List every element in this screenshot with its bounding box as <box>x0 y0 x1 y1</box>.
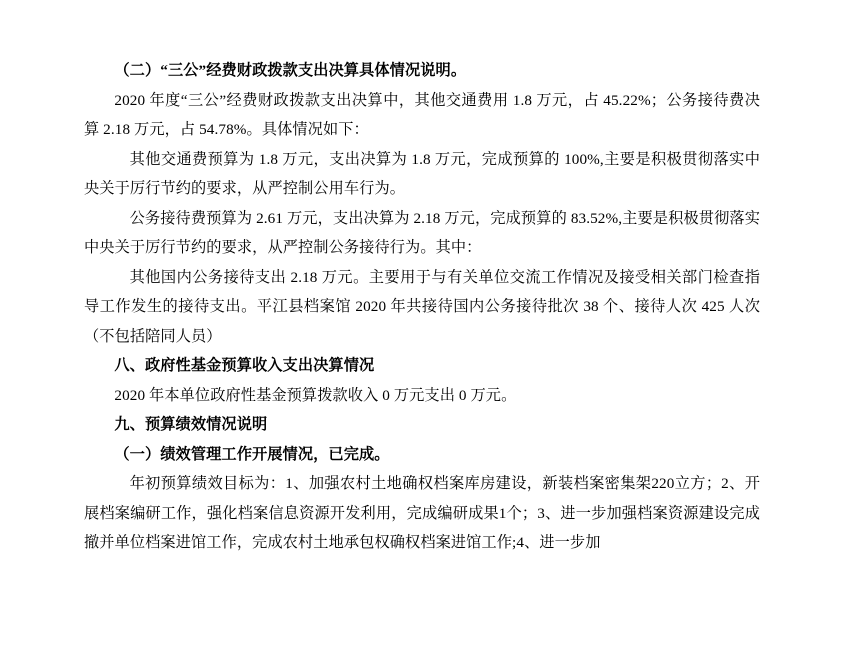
heading-9-1-performance-management: （一）绩效管理工作开展情况，已完成。 <box>114 445 390 463</box>
heading-8-government-fund: 八、政府性基金预算收入支出决算情况 <box>114 357 375 374</box>
para-government-fund: 2020 年本单位政府性基金预算拨款收入 0 万元支出 0 万元。 <box>114 386 517 404</box>
document-body <box>84 56 760 558</box>
heading-9-performance: 九、预算绩效情况说明 <box>114 416 268 433</box>
heading-2-tri-gong: （二）“三公”经费财政拨款支出决算具体情况说明。 <box>114 62 467 79</box>
para-reception-budget: 公务接待费预算为 2.61 万元，支出决算为 2.18 万元，完成预算的 83.52%,主要是积极贯彻落实中央关于厉行节约的要求，从严控制公务接待行为。其中： <box>84 209 760 256</box>
para-performance-targets: 年初预算绩效目标为：1、加强农村土地确权档案库房建设，新装档案密集架220立方；2、开展档案编研工作，强化档案信息资源开发利用，完成编研成果1个；3、进一步加强档案资源建设完成撤并单位档案进馆工作，完成农村土地承包权确权档案进馆工作;4、进一步加 <box>84 475 760 551</box>
para-domestic-reception: 其他国内公务接待支出 2.18 万元。主要用于与有关单位交流工作情况及接受相关部门检查指导工作发生的接待支出。平江县档案馆 2020 年共接待国内公务接待批次 38 个、接待人次 425 人次（不包括陪同人员） <box>84 268 760 345</box>
para-tri-gong-overview: 2020 年度“三公”经费财政拨款支出决算中，其他交通费用 1.8 万元，占 45.22%；公务接待费决算 2.18 万元，占 54.78%。具体情况如下： <box>84 91 760 138</box>
para-transport: 其他交通费预算为 1.8 万元，支出决算为 1.8 万元，完成预算的 100%,主要是积极贯彻落实中央关于厉行节约的要求，从严控制公用车行为。 <box>84 150 760 197</box>
